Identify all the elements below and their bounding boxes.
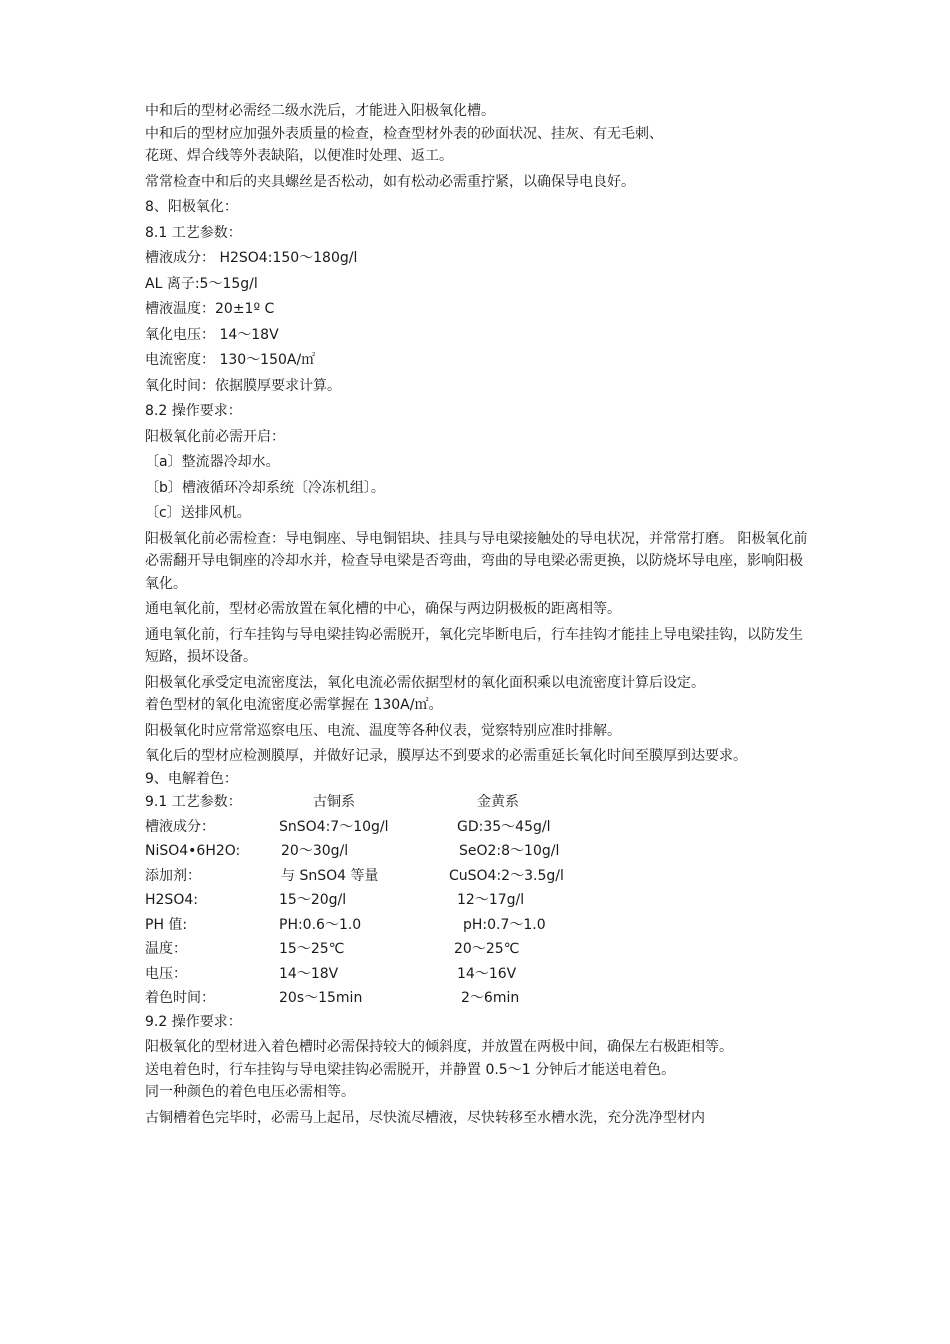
table-row: [145, 986, 810, 1011]
op-line: 通电氧化前，型材必需放置在氧化槽的中心，确保与两边阴极板的距离相等。: [145, 601, 621, 617]
param-line: 电流密度： 130～150A/㎡: [145, 352, 316, 368]
table-cell: GD:35～45g/l: [457, 818, 551, 835]
table-row: [145, 937, 810, 962]
table-cell: 温度：: [145, 941, 187, 957]
table-cell: pH:0.7～1.0: [463, 916, 546, 933]
op-line: 阳极氧化前必需开启：: [145, 428, 285, 445]
table-cell: PH 值:: [145, 916, 188, 933]
table-cell: 古铜系: [313, 794, 355, 810]
op-line: 阳极氧化承受定电流密度法，氧化电流必需依据型材的氧化面积乘以电流密度计算后设定。: [145, 674, 705, 691]
table-cell: 20s～15min: [279, 990, 363, 1006]
table-cell: 槽液成分：: [145, 818, 215, 835]
table-cell: 添加剂：: [145, 867, 201, 884]
subsection-heading: 8.2 操作要求：: [145, 403, 242, 419]
table-cell: 9.1 工艺参数：: [145, 794, 242, 810]
table-cell: 与 SnSO4 等量: [281, 867, 379, 884]
param-line: 槽液成分： H2SO4:150～180g/l: [145, 250, 358, 266]
param-line: AL 离子:5～15g/l: [145, 275, 258, 292]
table-cell: SeO2:8～10g/l: [459, 843, 560, 859]
op-line: 着色型材的氧化电流密度必需掌握在 130A/㎡。: [145, 697, 443, 713]
op-line: 古铜槽着色完毕时，必需马上起吊，尽快流尽槽液，尽快转移至水槽水洗，充分洗净型材内: [145, 1109, 705, 1126]
table-row: [145, 815, 810, 840]
op-line: 〔c〕送排风机。: [145, 505, 251, 521]
table-row: [145, 888, 810, 913]
table-cell: 金黄系: [477, 794, 519, 810]
op-line: 阳极氧化时应常常巡察电压、电流、温度等各种仪表，觉察特别应准时排解。: [145, 722, 621, 739]
table-header-row: [145, 790, 810, 815]
table-cell: NiSO4•6H2O:: [145, 843, 241, 859]
table-cell: 14～18V: [279, 965, 339, 982]
op-line: 氧化后的型材应检测膜厚，并做好记录，膜厚达不到要求的必需重延长氧化时间至膜厚到达要求。: [145, 748, 747, 764]
table-row: [145, 962, 810, 987]
table-cell: 20～25℃: [454, 941, 520, 957]
table-cell: PH:0.6～1.0: [279, 916, 362, 933]
table-row: [145, 864, 810, 889]
document-body: [145, 100, 810, 1129]
op-line: 〔b〕槽液循环冷却系统〔冷冻机组〕。: [145, 479, 385, 496]
op-line: 通电氧化前，行车挂钩与导电梁挂钩必需脱开，氧化完毕断电后，行车挂钩才能挂上导电梁挂钩，以防发生短路，损坏设备。: [145, 626, 803, 665]
op-line: 〔a〕整流器冷却水。: [145, 454, 280, 470]
param-line: 槽液温度：20±1º C: [145, 301, 275, 317]
table-cell: 着色时间：: [145, 990, 215, 1006]
section-heading: 9、电解着色：: [145, 770, 238, 787]
table-row: [145, 839, 810, 864]
table-cell: 15～20g/l: [279, 892, 347, 908]
op-line: 阳极氧化前必需检查：导电铜座、导电铜铝块、挂具与导电梁接触处的导电状况，并常常打磨。 阳极氧化前必需翻开导电铜座的冷却水并，检查导电梁是否弯曲，弯曲的导电梁必需更换，以防烧坏导电座，影响阳极氧化。: [145, 530, 808, 592]
paragraph: 常常检查中和后的夹具螺丝是否松动，如有松动必需重拧紧，以确保导电良好。: [145, 173, 635, 190]
paragraph: 中和后的型材应加强外表质量的检查，检查型材外表的砂面状况、挂灰、有无毛刺、: [145, 125, 663, 142]
subsection-heading: 9.2 操作要求：: [145, 1013, 242, 1030]
param-line: 氧化电压： 14～18V: [145, 326, 279, 343]
table-row: [145, 913, 810, 938]
table-cell: 15～25℃: [279, 941, 345, 957]
subsection-heading: 8.1 工艺参数：: [145, 224, 242, 241]
param-line: 氧化时间：依据膜厚要求计算。: [145, 377, 341, 394]
paragraph: 花斑、焊合线等外表缺陷，以便准时处理、返工。: [145, 148, 453, 164]
section-heading: 8、阳极氧化：: [145, 199, 238, 215]
paragraph: 中和后的型材必需经二级水洗后，才能进入阳极氧化槽。: [145, 103, 495, 119]
op-line: 阳极氧化的型材进入着色槽时必需保持较大的倾斜度，并放置在两极中间，确保左右极距相等。: [145, 1039, 733, 1055]
table-cell: 电压：: [145, 965, 187, 982]
table-cell: 20～30g/l: [281, 843, 349, 859]
op-line: 同一种颜色的着色电压必需相等。: [145, 1084, 355, 1100]
table-cell: CuSO4:2～3.5g/l: [449, 867, 564, 884]
table-cell: 12～17g/l: [457, 892, 525, 908]
table-cell: 14～16V: [457, 965, 517, 982]
op-line: 送电着色时，行车挂钩与导电梁挂钩必需脱开，并静置 0.5～1 分钟后才能送电着色。: [145, 1061, 676, 1078]
table-cell: SnSO4:7～10g/l: [279, 818, 389, 835]
table-cell: 2～6min: [461, 990, 520, 1006]
params-table: [145, 790, 810, 1011]
table-cell: H2SO4:: [145, 892, 198, 908]
